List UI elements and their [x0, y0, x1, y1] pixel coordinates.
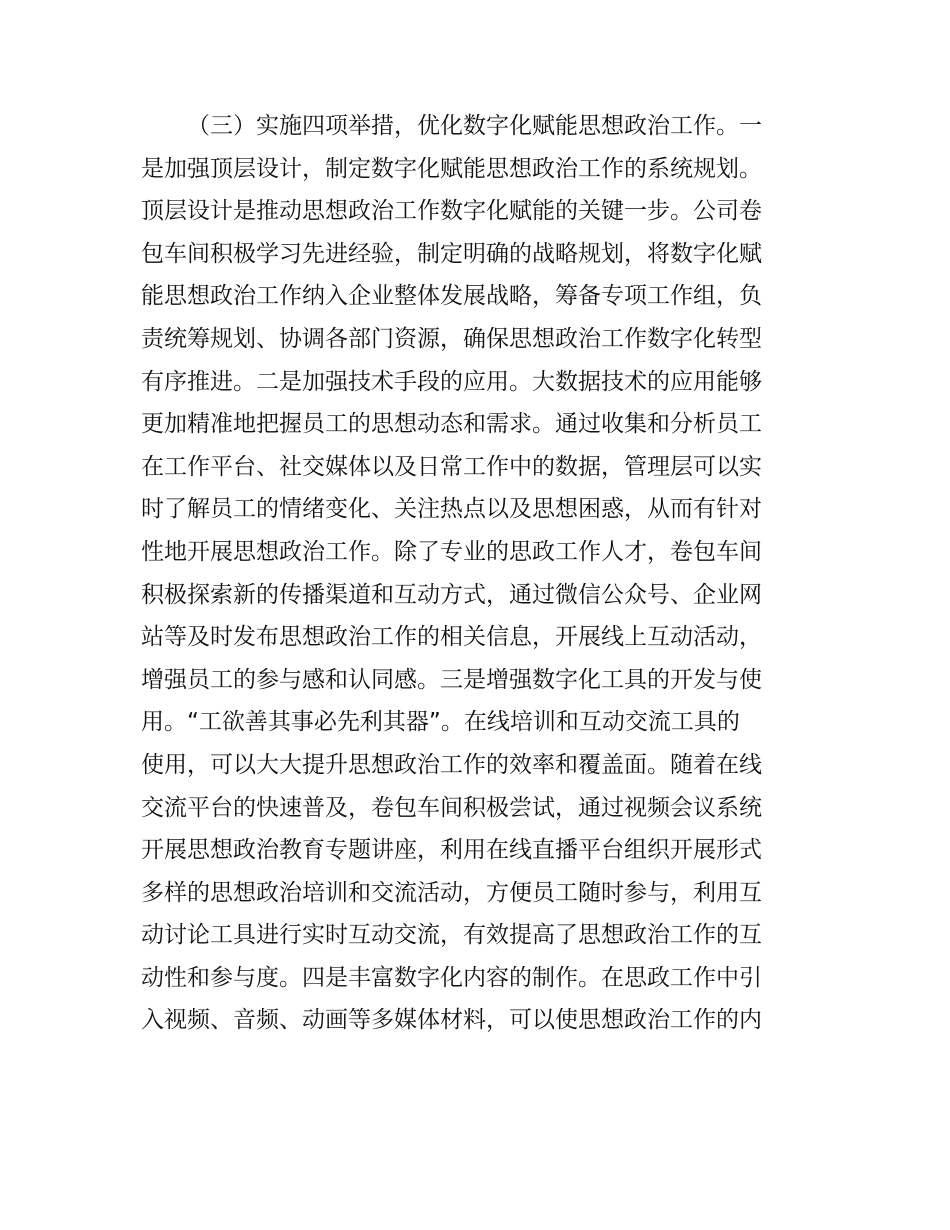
text-line: 性地开展思想政治工作。除了专业的思政工作人才，卷包车间	[141, 538, 762, 565]
text-line: 交流平台的快速普及，卷包车间积极尝试，通过视频会议系统	[141, 794, 762, 821]
text-line: 能思想政治工作纳入企业整体发展战略，筹备专项工作组，负	[141, 283, 762, 310]
text-line: 入视频、音频、动画等多媒体材料，可以使思想政治工作的内	[141, 1007, 762, 1034]
body-paragraph	[141, 105, 821, 1042]
text-line: 顶层设计是推动思想政治工作数字化赋能的关键一步。公司卷	[141, 198, 762, 225]
text-line: 多样的思想政治培训和交流活动，方便员工随时参与，利用互	[141, 879, 762, 906]
text-line: 使用，可以大大提升思想政治工作的效率和覆盖面。随着在线	[141, 751, 762, 778]
text-line: 用。“工欲善其事必先利其器”。在线培训和互动交流工具的	[141, 709, 740, 736]
text-line: 是加强顶层设计，制定数字化赋能思想政治工作的系统规划。	[141, 155, 762, 182]
text-line: 包车间积极学习先进经验，制定明确的战略规划，将数字化赋	[141, 240, 762, 267]
text-line: （三）实施四项举措，优化数字化赋能思想政治工作。一	[187, 113, 762, 139]
text-line: 有序推进。二是加强技术手段的应用。大数据技术的应用能够	[141, 368, 762, 395]
text-line: 开展思想政治教育专题讲座，利用在线直播平台组织开展形式	[141, 837, 762, 864]
text-line: 动讨论工具进行实时互动交流，有效提高了思想政治工作的互	[141, 922, 762, 949]
text-line: 在工作平台、社交媒体以及日常工作中的数据，管理层可以实	[141, 453, 762, 480]
text-line: 站等及时发布思想政治工作的相关信息，开展线上互动活动，	[141, 624, 762, 651]
text-line: 积极探索新的传播渠道和互动方式，通过微信公众号、企业网	[141, 581, 762, 608]
text-line: 动性和参与度。四是丰富数字化内容的制作。在思政工作中引	[141, 964, 762, 991]
text-line: 增强员工的参与感和认同感。三是增强数字化工具的开发与使	[141, 666, 762, 693]
text-line: 更加精准地把握员工的思想动态和需求。通过收集和分析员工	[141, 411, 762, 438]
text-line: 时了解员工的情绪变化、关注热点以及思想困惑，从而有针对	[141, 496, 762, 523]
text-line: 责统筹规划、协调各部门资源，确保思想政治工作数字化转型	[141, 325, 762, 352]
